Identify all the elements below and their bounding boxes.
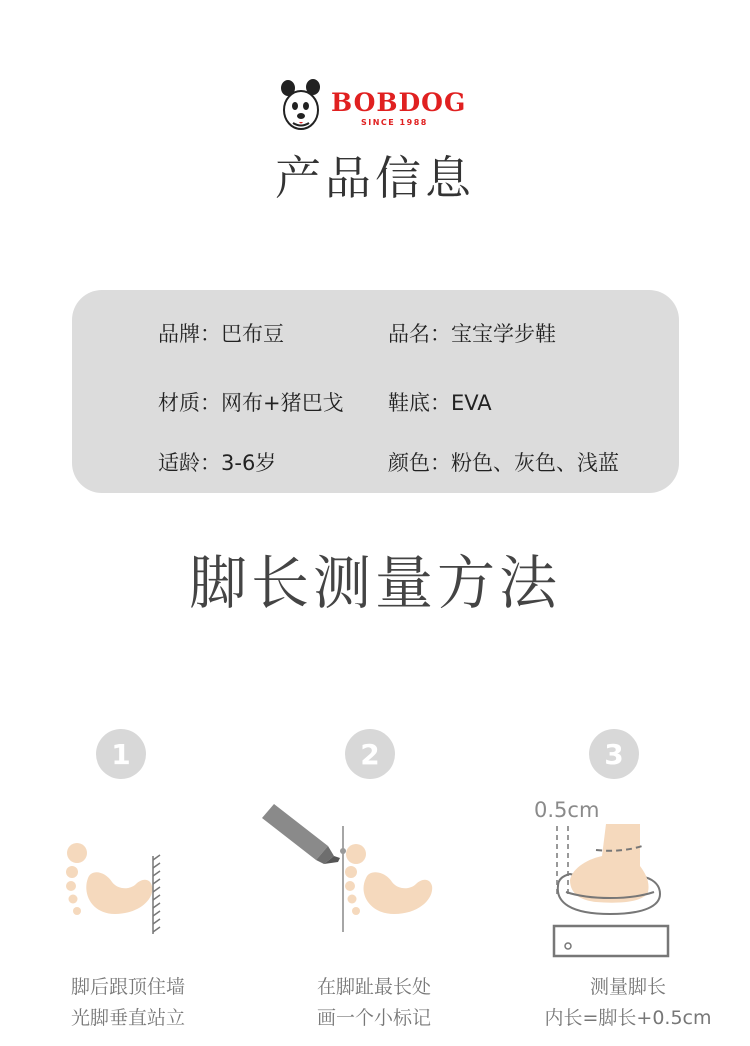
step-1-line-1: 脚后跟顶住墙 [70, 976, 185, 998]
measure-allowance-label: 0.5cm [534, 798, 600, 822]
measure-method-title: 脚长测量方法 [188, 549, 561, 617]
step-3-caption [508, 972, 748, 1034]
brand-since: SINCE 1988 [361, 118, 428, 127]
wall-icon [153, 855, 160, 934]
step-3-badge: 3 [589, 729, 639, 779]
info-age: 适龄：3-6岁 [158, 451, 277, 475]
product-info-title: 产品信息 [275, 151, 475, 205]
step-1-illustration [60, 842, 180, 942]
step-2-badge: 2 [345, 729, 395, 779]
info-sole: 鞋底：EVA [388, 391, 492, 415]
product-info-panel [72, 290, 679, 493]
brand-name: BOBDOG [331, 88, 467, 117]
step-1-badge: 1 [96, 729, 146, 779]
step-3-line-2: 内长=脚长+0.5cm [544, 1007, 712, 1029]
step-2-caption [254, 972, 494, 1034]
step-2-line-1: 在脚趾最长处 [316, 976, 431, 998]
step-1-caption [8, 972, 248, 1034]
step-2-line-2: 画一个小标记 [316, 1007, 431, 1029]
pencil-icon [262, 804, 340, 864]
step-3-illustration [530, 820, 690, 980]
dog-logo-icon [275, 78, 327, 134]
brand-logo [275, 78, 475, 134]
ruler-icon [554, 926, 668, 956]
step-2-illustration [258, 796, 448, 936]
step-3-line-1: 测量脚长 [589, 976, 666, 998]
info-brand: 品牌：巴布豆 [158, 322, 284, 346]
info-color: 颜色：粉色、灰色、浅蓝 [388, 451, 619, 475]
info-material: 材质：网布+猪巴戈 [158, 391, 344, 415]
shoe-icon [558, 824, 660, 914]
foot-icon [345, 844, 432, 915]
info-product-name: 品名：宝宝学步鞋 [388, 322, 556, 346]
foot-icon [66, 843, 152, 915]
step-1-line-2: 光脚垂直站立 [70, 1007, 185, 1029]
